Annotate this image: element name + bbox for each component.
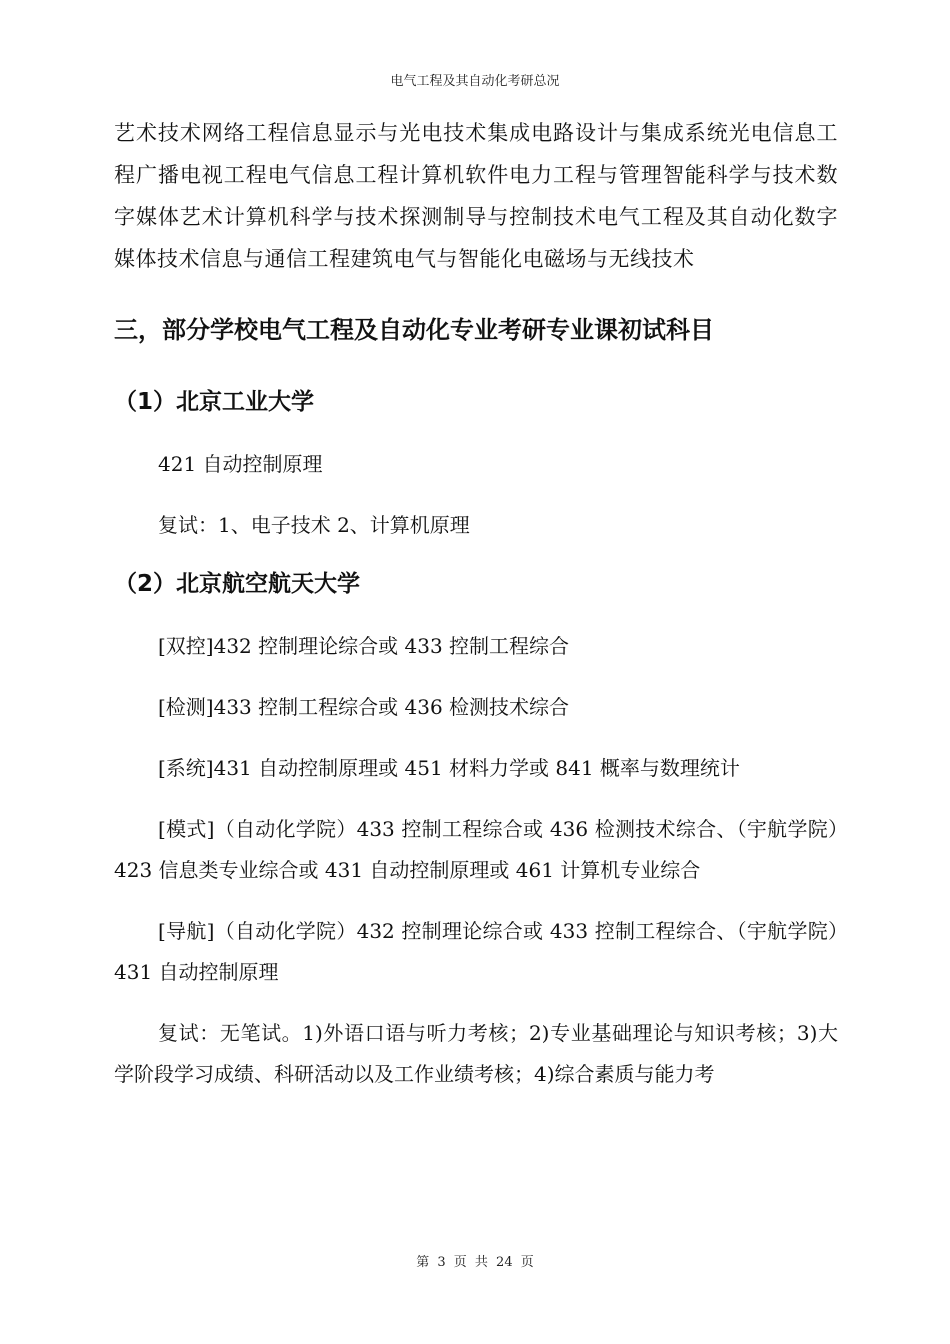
page-header: 电气工程及其自动化考研总况 xyxy=(390,74,560,89)
school-title-2 xyxy=(114,564,838,604)
subject-item: [系统]431 自动控制原理或 451 材料力学或 841 概率与数理统计 xyxy=(158,756,740,780)
school-number: （1） xyxy=(114,389,177,415)
subject-item: [双控]432 控制理论综合或 433 控制工程综合 xyxy=(158,634,570,658)
page-footer: 第 3 页 共 24 页 xyxy=(416,1255,534,1270)
retest-item: 复试：无笔试。1)外语口语与听力考核；2)专业基础理论与知识考核；3)大学阶段学习成绩、科研活动以及工作业绩考核；4)综合素质与能力考 xyxy=(114,1021,838,1086)
school-name: 北京工业大学 xyxy=(176,389,315,415)
school-name: 北京航空航天大学 xyxy=(176,571,361,597)
subject-item: 421 自动控制原理 xyxy=(158,452,323,476)
school-title-1 xyxy=(114,382,838,422)
section-title: 三，部分学校电气工程及自动化专业考研专业课初试科目 xyxy=(114,316,714,344)
subject-item: [模式]（自动化学院）433 控制工程综合或 436 检测技术综合、（宇航学院）423 信息类专业综合或 431 自动控制原理或 461 计算机专业综合 xyxy=(114,817,838,882)
school-number: （2） xyxy=(114,571,177,597)
retest-item: 复试：1、电子技术 2、计算机原理 xyxy=(158,513,470,537)
intro-paragraph: 艺术技术网络工程信息显示与光电技术集成电路设计与集成系统光电信息工程广播电视工程电气信息工程计算机软件电力工程与管理智能科学与技术数字媒体艺术计算机科学与技术探测制导与控制技术电气工程及其自动化数字媒体技术信息与通信工程建筑电气与智能化电磁场与无线技术 xyxy=(114,121,838,271)
page-content xyxy=(114,112,838,1095)
subject-item: [导航]（自动化学院）432 控制理论综合或 433 控制工程综合、（宇航学院）431 自动控制原理 xyxy=(114,919,838,984)
subject-item: [检测]433 控制工程综合或 436 检测技术综合 xyxy=(158,695,570,719)
